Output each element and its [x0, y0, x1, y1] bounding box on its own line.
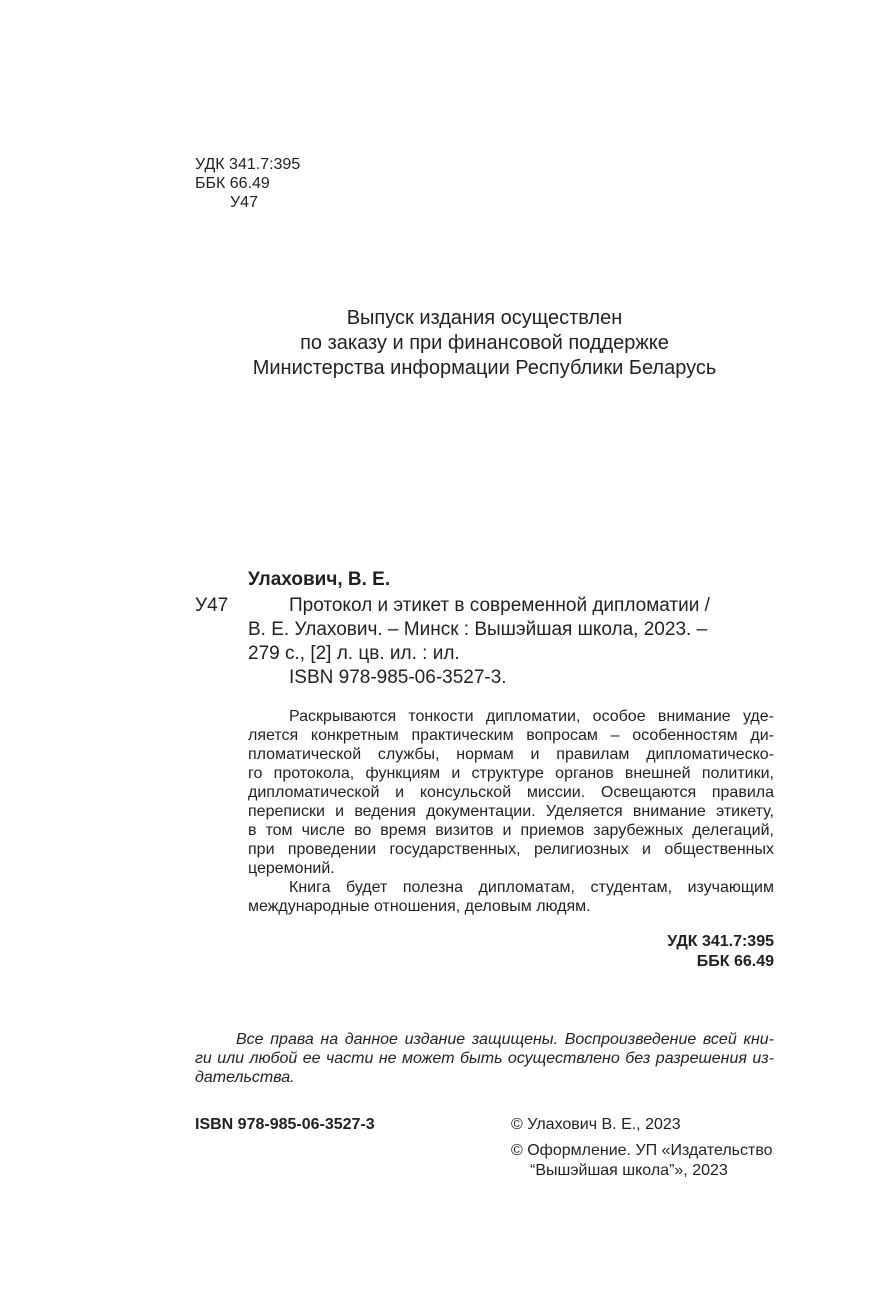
annotation-line: Книга будет полезна дипломатам, студентам, изучающим: [289, 879, 774, 896]
annotation-line: пломатической службы, нормам и правилам дипломатическо-: [248, 746, 774, 763]
rights-notice: [195, 1030, 774, 1087]
publication-note-line: Министерства информации Республики Беларусь: [252, 357, 717, 379]
record-line: В. Е. Улахович. – Минск : Вышэйшая школа, 2023. –: [248, 619, 708, 640]
copyright-design-publisher: “Вышэйшая школа”», 2023: [530, 1162, 728, 1179]
cutter-mark: У47: [195, 595, 229, 616]
publication-note: [195, 306, 774, 381]
record-line: 279 с., [2] л. цв. ил. : ил.: [248, 643, 460, 664]
copyright-design: © Оформление. УП «Издательство: [511, 1142, 773, 1159]
annotation-line: в том числе во время визитов и приемов зарубежных делегаций,: [248, 822, 774, 839]
bbk-code-bottom: ББК 66.49: [696, 953, 774, 970]
annotation-line: дипломатической и консульской миссии. Освещаются правила: [248, 784, 774, 801]
record-isbn-line: ISBN 978-985-06-3527-3.: [289, 667, 507, 688]
annotation-line: переписки и ведения документации. Уделяется внимание этикету,: [248, 803, 774, 820]
classification-codes-bottom: [667, 932, 774, 972]
annotation-line: го протокола, функциям и структуре органов внешней политики,: [248, 765, 774, 782]
annotation-line: Раскрываются тонкости дипломатии, особое внимание уде-: [289, 708, 774, 725]
rights-line: дательства.: [195, 1069, 295, 1086]
annotation-line: ляется конкретным практическим вопросам – особенностям ди-: [248, 727, 774, 744]
author-heading: Улахович, В. Е.: [248, 569, 391, 590]
copyright-author: © Улахович В. Е., 2023: [511, 1116, 681, 1133]
annotation-line: международные отношения, деловым людям.: [248, 898, 591, 915]
classification-codes-top: [195, 155, 300, 212]
bbk-code: ББК 66.49: [195, 175, 270, 192]
publication-note-line: Выпуск издания осуществлен: [346, 307, 623, 329]
annotation: [248, 707, 774, 916]
rights-line: Все права на данное издание защищены. Воспроизведение всей кни-: [236, 1031, 774, 1048]
udk-code: УДК 341.7:395: [195, 156, 301, 173]
annotation-line: при проведении государственных, религиозных и общественных: [248, 841, 774, 858]
publication-note-line: по заказу и при финансовой поддержке: [300, 332, 669, 354]
udk-code-bottom: УДК 341.7:395: [667, 933, 774, 950]
record-line: Протокол и этикет в современной дипломатии /: [289, 595, 710, 616]
isbn-number: ISBN 978-985-06-3527-3: [195, 1116, 375, 1133]
copyright-block: [511, 1115, 773, 1181]
annotation-line: церемоний.: [248, 860, 335, 877]
cutter-code: У47: [230, 194, 258, 211]
record-description: [248, 594, 774, 690]
rights-line: ги или любой ее части не может быть осуществлено без разрешения из-: [195, 1050, 774, 1067]
